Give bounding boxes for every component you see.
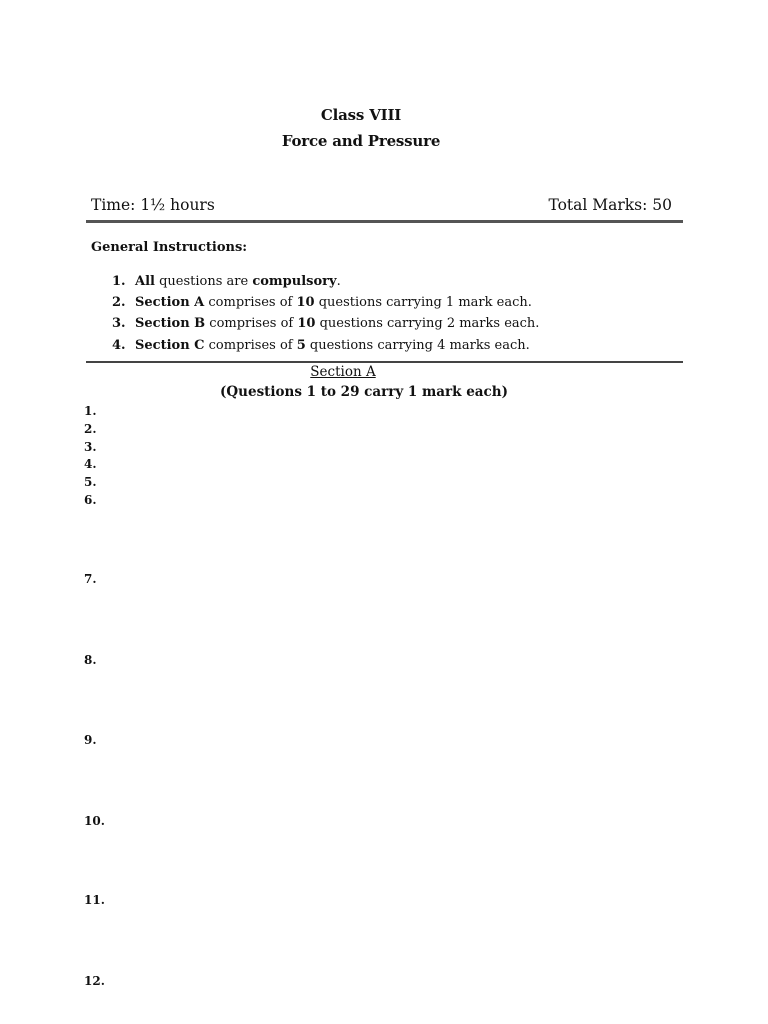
instruction-bold: 5 [296,338,306,353]
instruction-number: 4. [112,338,126,353]
header-divider [86,220,683,223]
question-number: 11. [84,893,105,907]
instruction-text [135,295,532,310]
question-number: 3. [84,440,97,454]
question-number: 1. [84,404,97,418]
question-number: 2. [84,422,97,436]
instruction-plain: comprises of [204,338,297,353]
instruction-plain: questions are [154,274,253,289]
question-number: 5. [84,475,97,489]
total-marks-label: Total Marks: 50 [548,196,672,214]
section-note: (Questions 1 to 29 carry 1 mark each) [220,384,508,400]
instruction-bold: 10 [297,316,316,331]
instruction-plain: questions carrying 1 mark each. [314,295,532,310]
instruction-number: 3. [112,316,126,331]
instruction-plain: questions carrying 4 marks each. [305,338,530,353]
instructions-heading: General Instructions: [91,240,248,255]
page-title-class: Class VIII [320,106,402,124]
instruction-bold: Section A [135,295,205,310]
instruction-bold: All [135,274,155,289]
page-title-subject: Force and Pressure [281,132,441,150]
instruction-plain: questions carrying 2 marks each. [315,316,540,331]
instruction-text [135,338,530,353]
instruction-text [135,274,341,289]
instruction-bold: Section C [135,338,205,353]
section-divider [86,361,683,363]
question-number: 9. [84,733,97,747]
question-number: 10. [84,814,105,828]
instruction-text [135,316,539,331]
question-number: 12. [84,974,105,988]
instruction-plain: comprises of [205,316,298,331]
question-number: 7. [84,572,97,586]
instruction-bold: Section B [135,316,206,331]
instruction-plain: comprises of [204,295,297,310]
instruction-plain: . [336,274,341,289]
question-number: 6. [84,493,97,507]
section-title: Section A [310,364,376,380]
instruction-bold: 10 [296,295,315,310]
question-number: 4. [84,457,97,471]
instruction-number: 1. [112,274,126,289]
time-label: Time: 1½ hours [91,196,215,214]
instruction-bold: compulsory [252,274,337,289]
instruction-number: 2. [112,295,126,310]
question-number: 8. [84,653,97,667]
